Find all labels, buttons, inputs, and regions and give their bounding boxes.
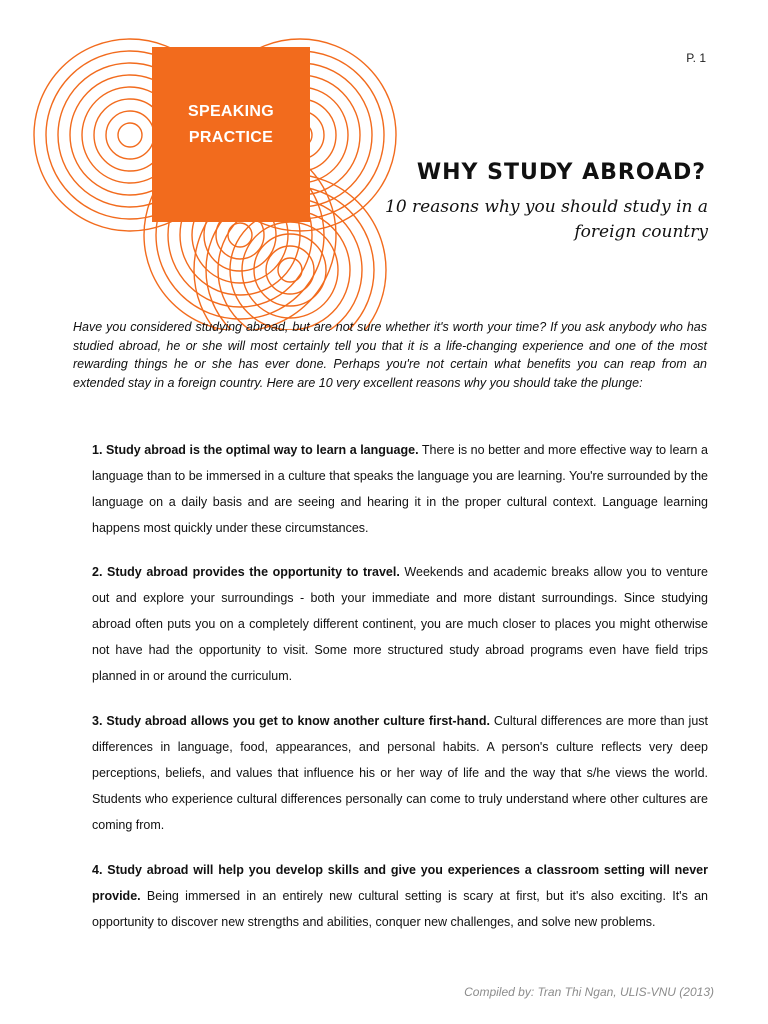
reason-2 — [92, 559, 708, 689]
intro-paragraph: Have you considered studying abroad, but are not sure whether it's worth your time? If you ask anybody who has studied abroad, he or she will most certainly tell you that it is a life-changing experience and one of the most rewarding things he or she has ever done. Perhaps you're not certain what benefits you can reap from an extended stay in a foreign country. Here are 10 very excellent reasons why you should take the plunge: — [73, 320, 707, 390]
page-subtitle: 10 reasons why you should study in a foreign country — [385, 197, 708, 242]
reason-1-body: There is no better and more effective way to learn a language than to be immersed in a culture that speaks the language you are learning. You're surrounded by the language on a daily basis and are seeing and hearing it in the proper cultural context. Language learning happens most quickly under these circumstances. — [92, 443, 708, 535]
reason-4 — [92, 857, 708, 935]
ring-3-2 — [254, 234, 326, 306]
reason-1 — [92, 437, 708, 541]
speaking-practice-badge — [152, 47, 310, 222]
reason-4-heading: 4. Study abroad will help you develop skills and give you experiences a classroom setting will never provide. — [92, 863, 708, 903]
page-number: P. 1 — [686, 51, 706, 65]
ring-0-1 — [106, 111, 154, 159]
reason-2-body: Weekends and academic breaks allow you to venture out and explore your surroundings - both your immediate and more distant surroundings. Since studying abroad often puts you on a completely different continent, you are much closer to places you might otherwise not have had the opportunity to visit. Some more structured study abroad programs even have field trips planned in or around the curriculum. — [92, 565, 708, 683]
badge-line-1: SPEAKING — [188, 103, 274, 120]
reason-3-body: Cultural differences are more than just differences in language, food, appearances, and personal habits. A person's culture reflects very deep perceptions, beliefs, and values that influence his or her way of life and the way that s/he views the world. Students who experience cultural differences personally can come to truly understand where other cultures are coming from. — [92, 714, 708, 832]
reason-3 — [92, 708, 708, 838]
reason-4-body: Being immersed in an entirely new cultural setting is scary at first, but it's also exciting. It's an opportunity to discover new strengths and abilities, conquer new challenges, and solve new problems. — [92, 889, 708, 929]
reason-3-heading: 3. Study abroad allows you get to know another culture first-hand. — [92, 714, 490, 728]
ring-0-0 — [118, 123, 142, 147]
reason-1-heading: 1. Study abroad is the optimal way to learn a language. — [92, 443, 419, 457]
badge-line-2: PRACTICE — [188, 129, 274, 146]
reason-2-heading: 2. Study abroad provides the opportunity to travel. — [92, 565, 400, 579]
page-title: WHY STUDY ABROAD? — [416, 160, 706, 185]
ring-3-0 — [278, 258, 302, 282]
ring-3-3 — [242, 222, 338, 318]
footer-credit: Compiled by: Tran Thi Ngan, ULIS-VNU (2013) — [464, 985, 714, 999]
